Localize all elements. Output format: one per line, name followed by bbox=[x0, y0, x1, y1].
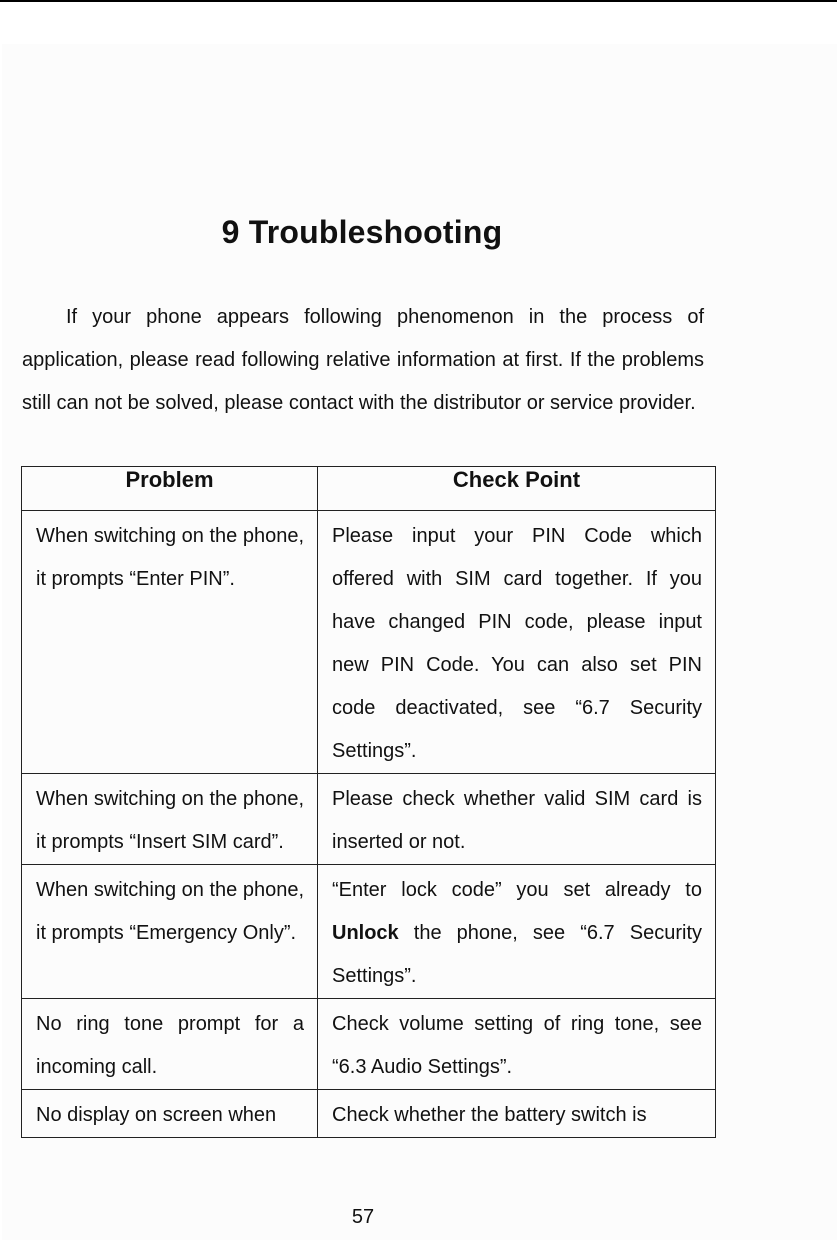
check-point-cell bbox=[318, 865, 716, 999]
problem-cell: When switching on the phone, it prompts “Enter PIN”. bbox=[22, 511, 318, 774]
table-row bbox=[22, 865, 716, 999]
check-point-text-post: the phone, see “6.7 Security Settings”. bbox=[332, 922, 702, 987]
check-point-text-pre: “Enter lock code” you set already to bbox=[332, 879, 702, 901]
intro-paragraph bbox=[22, 296, 704, 425]
unlock-keyword: Unlock bbox=[332, 922, 399, 944]
header-check-point: Check Point bbox=[318, 467, 716, 511]
problem-cell: When switching on the phone, it prompts “Emergency Only”. bbox=[22, 865, 318, 999]
top-rule bbox=[0, 0, 837, 2]
table-row bbox=[22, 999, 716, 1090]
chapter-title: 9 Troubleshooting bbox=[221, 214, 503, 250]
intro-text: If your phone appears following phenomenon in the process of application, please read following relative information at first. If the problems still can not be solved, please contact with the distributor or service provider. bbox=[22, 306, 704, 414]
header-problem: Problem bbox=[22, 467, 318, 511]
page-number: 57 bbox=[351, 1206, 375, 1228]
problem-cell: No display on screen when bbox=[22, 1090, 318, 1138]
table-row bbox=[22, 1090, 716, 1138]
table-header-row bbox=[22, 467, 716, 511]
check-point-cell: Please check whether valid SIM card is inserted or not. bbox=[318, 774, 716, 865]
table-row bbox=[22, 511, 716, 774]
check-point-cell: Check whether the battery switch is bbox=[318, 1090, 716, 1138]
problem-cell: No ring tone prompt for a incoming call. bbox=[22, 999, 318, 1090]
table-row bbox=[22, 774, 716, 865]
troubleshooting-table bbox=[21, 466, 716, 1138]
problem-cell: When switching on the phone, it prompts “Insert SIM card”. bbox=[22, 774, 318, 865]
check-point-cell: Please input your PIN Code which offered with SIM card together. If you have changed PIN code, please input new PIN Code. You can also set PIN code deactivated, see “6.7 Security Settings”. bbox=[318, 511, 716, 774]
check-point-cell: Check volume setting of ring tone, see “6.3 Audio Settings”. bbox=[318, 999, 716, 1090]
